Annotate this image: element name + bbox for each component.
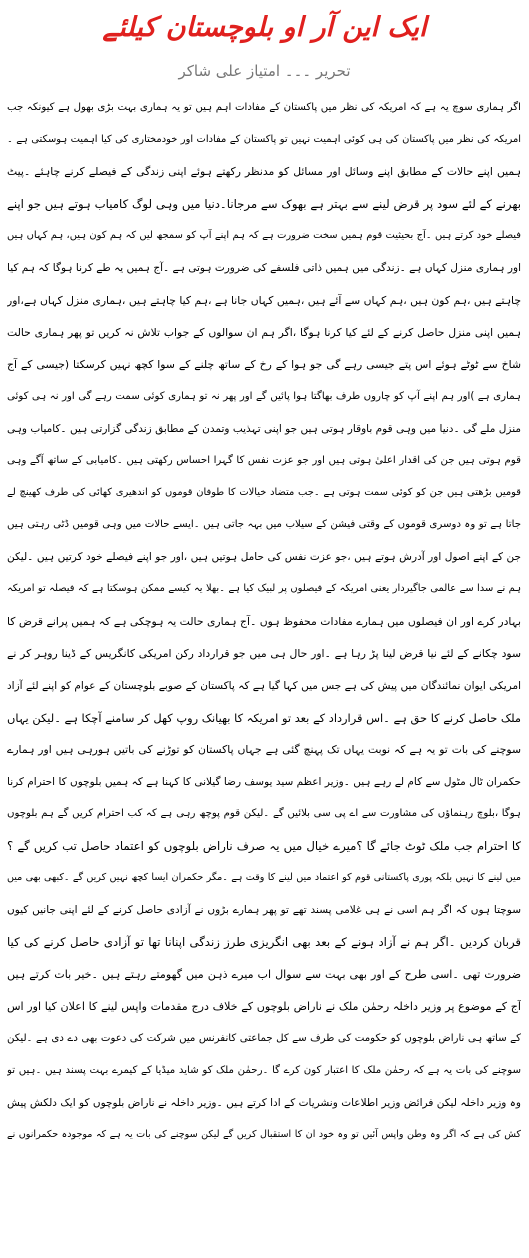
- article-body-line: ہمیں اپنی منزل حاصل کرنے کے لئے کیا کرنا ہوگا ،اگر ہم ان سوالوں کے جواب تلاش نہ کریں تو پھر ہماری حالت: [7, 325, 521, 339]
- article-body-line: وہ وزیر داخلہ لیکن فرائض وزیر اطلاعات ونشریات کے ادا کرتے ہیں ۔وزیر داخلہ نے ناراض بلوچوں کو ایک دلکش پیش: [7, 1096, 521, 1109]
- article-body-line: اگر ہماری سوچ یہ ہے کہ امریکہ کی نظر میں پاکستان کے مفادات اہم ہیں تو یہ ہماری بہت بڑی بھول ہے کیونکہ جب: [7, 102, 521, 113]
- article-body-line: جن کے اپنے اصول اور آدرش ہوتے ہیں ،جو عزت نفس کی حامل ہوتیں ہیں ،اور جو اپنے فیصلے خود کرتیں ہیں ۔لیکن: [7, 551, 521, 564]
- article-body: [7, 92, 521, 1252]
- article-body-line: فیصلے خود کرتے ہیں ۔آج بحیثیت قوم ہمیں سخت ضرورت ہے کہ ہم اپنے آپ کو سمجھ لیں کہ ہم کون ہیں، ہم کہاں ہیں: [7, 230, 521, 242]
- article-body-line: سوچنے کی بات یہ ہے کہ رحمٰن ملک کا اعتبار کون کرے گا ۔رحمٰن ملک کو شاید میڈیا کے کیمرے بہت پسند ہیں ۔ہیں تو: [7, 1064, 521, 1076]
- article-body-line: ہوگا ،بلوچ رہنماؤں کی مشاورت سے اے پی سی بلائیں گے ۔لیکن قوم پوچھ رہی ہے کہ کب احترام کریں گے ہم بلوچوں: [7, 808, 521, 820]
- article-body-line: ضرورت تھی ۔اسی طرح کے اور بھی بہت سے سوال اب میرے ذہن میں گھومتے رہتے ہیں ۔خیر بات کرتے ہیں: [7, 967, 521, 981]
- article-body-line: حکمران ٹال مٹول سے کام لے رہے ہیں ۔وزیر اعظم سید یوسف رضا گیلانی کا کہنا ہے کہ ہمیں بلوچوں کا احترام کرنا: [7, 775, 521, 788]
- article-body-line: بھرنے کے لئے سود پر قرض لینے سے بہتر ہے بھوک سے مرجانا۔دنیا میں وہی لوگ کامیاب ہوتے ہیں جو اپنے: [7, 197, 521, 212]
- article-body-line: امریکہ کی نظر میں پاکستان کی ہی کوئی اہمیت نہیں تو پاکستان کے مفادات اور خودمختاری کی کیا اہمیت ہوسکتی ہے ۔: [7, 134, 521, 146]
- article-body-line: قربان کردیں ۔اگر ہم نے آزاد ہونے کے بعد بھی انگریزی طرز زندگی اپنانا تھا تو آزادی حاصل کرنے کی کیا: [7, 935, 521, 950]
- article-body-line: ملک حاصل کرنے کا حق ہے ۔اس قرارداد کے بعد تو امریکہ کا بھیانک روپ کھل کر سامنے آچکا ہے ۔لیکن یہاں: [7, 710, 521, 725]
- article-body-line: ہم نے سدا سے عالمی جاگیردار یعنی امریکہ کے فیصلوں پر لبیک کیا ہے ۔بھلا یہ کیسے ممکن ہوسکتا ہے کہ فیصلہ تو امریکہ: [7, 583, 521, 595]
- article-body-line: آج کے موضوع پر وزیر داخلہ رحمٰن ملک نے ناراض بلوچوں کے خلاف درج مقدمات واپس لینے کا اعلان کیا اور اس: [7, 999, 521, 1013]
- article-body-line: امریکی ایوان نمائندگان میں پیش کی ہے جس میں کہا گیا ہے کہ پاکستان کے صوبے بلوچستان کے عوام کو اپنے لئے آزاد: [7, 679, 521, 692]
- article-body-line: شاخ سے ٹوٹے ہوئے اس پتے جیسی رہے گی جو ہوا کے رخ کے ساتھ چلنے کے سوا کچھ نہیں کرسکتا (جیسی کے آج: [7, 357, 521, 371]
- article-body-line: قومیں بڑھتی ہیں جن کو کوئی سمت ہوتی ہے ۔جب متضاد خیالات کا طوفان قوموں کو اندھیری کھائی کی طرف کھینچ لے: [7, 487, 521, 499]
- article-body-line: اور ہماری منزل کہاں ہے ۔زندگی میں ہمیں ذاتی فلسفے کی ضرورت ہوتی ہے ۔آج ہمیں یہ طے کرنا ہوگا کہ ہم کیا: [7, 262, 521, 275]
- article-body-line: بہادر کرے اور ان فیصلوں میں ہمارے مفادات محفوظ ہوں ۔آج ہماری حالت یہ ہوچکی ہے کہ ہمیں پرانے قرض کا: [7, 614, 521, 628]
- article-body-line: کا احترام جب ملک ٹوٹ جائے گا ؟میرے خیال میں یہ صرف ناراض بلوچوں کو اعتماد حاصل تب کریں گے ؟: [7, 839, 521, 854]
- article-body-line: قوم ہوتی ہیں جن کی اقدار اعلیٰ ہوتی ہیں اور جو عزت نفس کا گہرا احساس رکھتی ہیں ۔کامیابی کے ساتھ آگے وہی: [7, 455, 521, 467]
- article-body-line: جاتا ہے تو وہ دوسری قوموں کے وقتی فیشن کے سیلاب میں بہہ جاتی ہیں ۔ایسے حالات میں وہی قومیں ڈٹی رہتی ہیں: [7, 519, 521, 531]
- article-byline: تحریر ۔۔۔ امتیاز علی شاکر: [178, 62, 351, 80]
- article-body-line: سوچتا ہوں کہ اگر ہم اسی نے ہی غلامی پسند تھے تو پھر ہمارے بڑوں نے آزادی حاصل کرنے کے لئے اپنی جانیں کیوں: [7, 904, 521, 917]
- article-body-line: چاہتے ہیں ،ہم کون ہیں ،ہم کہاں سے آئے ہیں ،ہمیں کہاں جانا ہے ،ہم کیا چاہتے ہیں ،ہماری منزل کہاں ہے،اور: [7, 293, 521, 307]
- article-body-line: ہمیں اپنے حالات کے مطابق اپنے وسائل اور مسائل کو مدنظر رکھتے ہوئے اپنی زندگی کے فیصلے کرنے چاہئے ۔پیٹ: [7, 165, 521, 179]
- article-body-line: منزل ملے گی ۔دنیا میں وہی قوم باوقار ہوتی ہیں جو اپنی تہذیب وتمدن کے مطابق زندگی گزارتی ہیں ۔کامیاب وہی: [7, 422, 521, 435]
- article-title: ایک این آر او بلوچستان کیلئے: [102, 12, 427, 43]
- article-body-line: کش کی ہے کہ اگر وہ وطن واپس آئیں تو وہ خود ان کا استقبال کریں گے لیکن سوچنے کی بات یہ ہے کہ موجودہ حکمرانوں نے: [7, 1129, 521, 1140]
- article-body-line: میں لینے کا نہیں بلکہ پوری پاکستانی قوم کو اعتماد میں لینے کا وقت ہے ۔مگر حکمران ایسا کچھ نہیں کریں گے ۔کبھی بھی میں: [7, 872, 521, 884]
- article-body-line: سوچنے کی بات تو یہ ہے کہ نوبت یہاں تک پہنچ گئی ہے جہاں پاکستان کو توڑنے کی باتیں ہورہی ہیں اور ہمارے: [7, 742, 521, 756]
- article-body-line: ہماری ہے )اور ہم اپنے آپ کو چاروں طرف بھاگتا ہوا پائیں گے اور پھر نہ تو ہماری کوئی سمت رہے گی اور نہ ہی کوئی: [7, 390, 521, 402]
- article-body-line: کے ساتھ ہی ناراض بلوچوں کو حکومت کی طرف سے کل جماعتی کانفرنس میں شرکت کی دعوت بھی دے دی ہے ۔لیکن: [7, 1032, 521, 1044]
- article-body-line: سود چکانے کے لئے نیا قرض لینا پڑ رہا ہے ۔اور حال ہی میں جو قرارداد رکن امریکی کانگریس کے ڈینا روہر کر نے: [7, 646, 521, 660]
